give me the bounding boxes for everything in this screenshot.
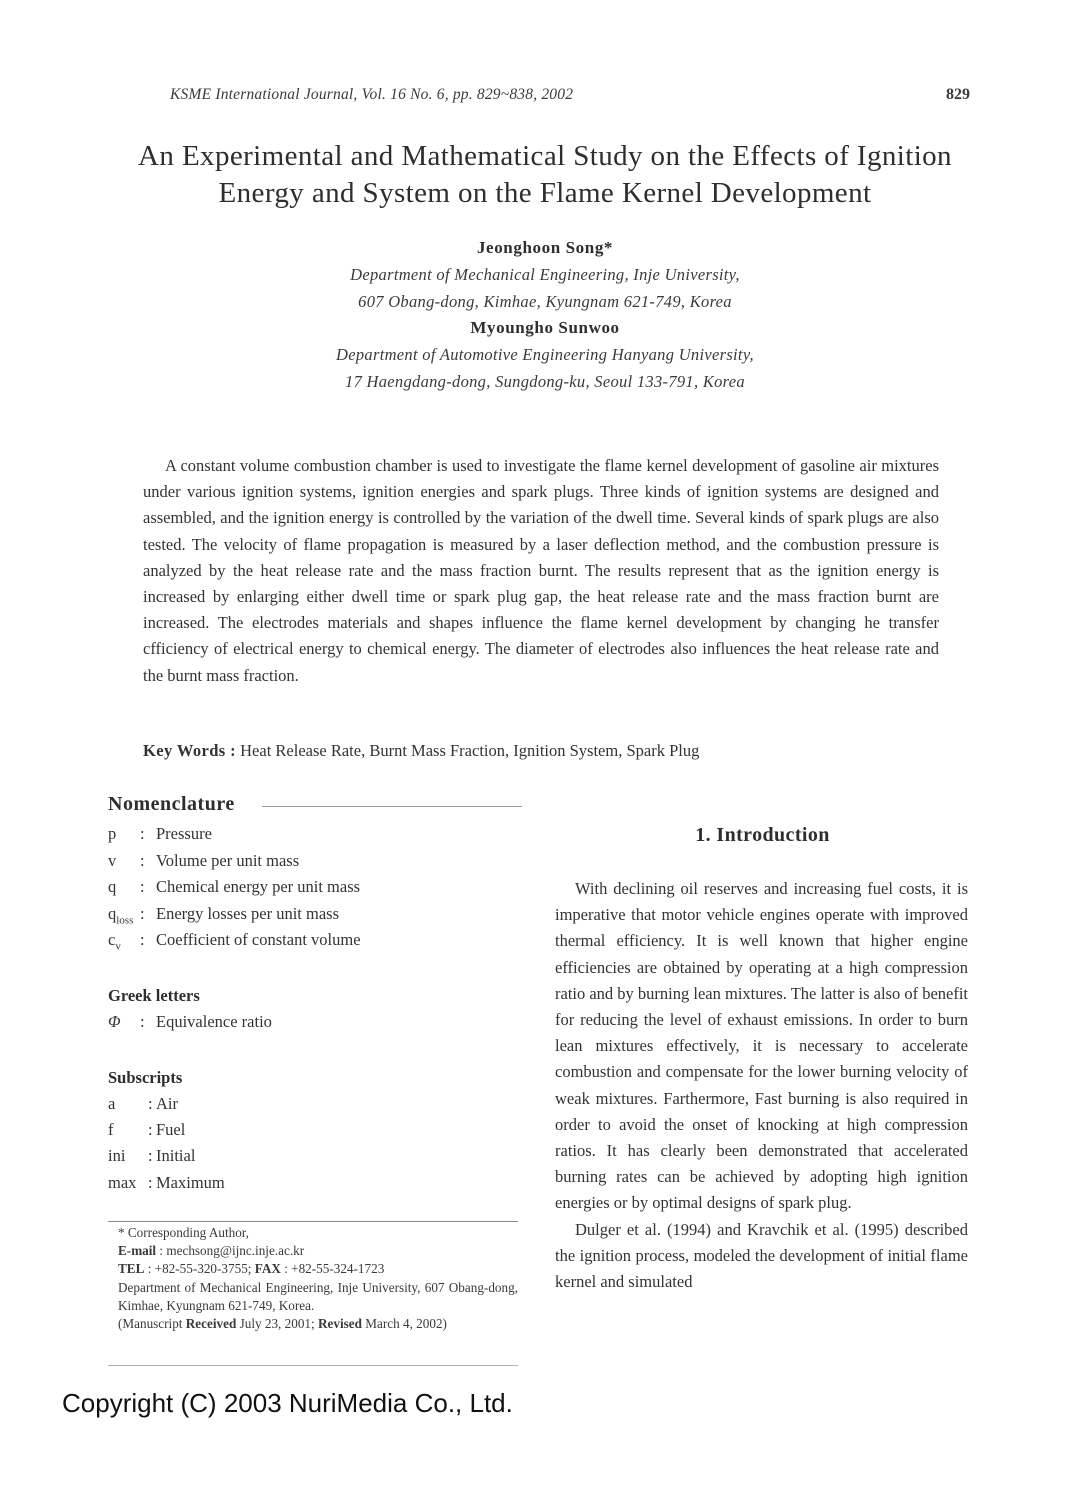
nomenclature-item: a : Air xyxy=(108,1094,178,1120)
nomenclature-desc: Pressure xyxy=(156,824,212,843)
nomenclature-item: q : Chemical energy per unit mass xyxy=(108,877,360,903)
nomenclature-item: max : Maximum xyxy=(108,1173,225,1199)
nomenclature-desc: Maximum xyxy=(156,1173,225,1192)
nomenclature-symbol: f xyxy=(108,1120,114,1139)
nomenclature-symbol: Φ xyxy=(108,1012,121,1031)
nomenclature-symbol: $q_{loss}$ xyxy=(108,904,134,927)
nomenclature-desc: Coefficient of constant volume xyxy=(156,930,361,949)
nomenclature-desc: Chemical energy per unit mass xyxy=(156,877,361,896)
author-affiliation-2-line-1: Department of Automotive Engineering Hanyang University, xyxy=(336,345,754,364)
introduction-heading: 1. Introduction xyxy=(695,824,830,846)
author-affiliation-1-line-2: 607 Obang-dong, Kimhae, Kyungnam 621-749, Korea xyxy=(358,292,732,311)
running-header: KSME International Journal, Vol. 16 No. 6, pp. 829~838, 2002 xyxy=(170,86,574,103)
footnote-corresponding: * Corresponding Author, xyxy=(118,1225,249,1240)
corresponding-author-footnote xyxy=(118,1224,518,1333)
subscripts-heading: Subscripts xyxy=(108,1068,183,1087)
footnote-email: E-mail : mechsong@ijnc.inje.ac.kr xyxy=(118,1243,305,1259)
nomenclature-item: $q_{loss}$ : Energy losses per unit mass xyxy=(108,904,339,930)
title-line-2: Energy and System on the Flame Kernel Development xyxy=(218,177,872,209)
footnote-manuscript-dates: (Manuscript Received July 23, 2001; Revised March 4, 2002) xyxy=(118,1316,447,1332)
nomenclature-item: p : Pressure xyxy=(108,824,212,850)
page-number: 829 xyxy=(946,86,970,103)
nomenclature-desc: Equivalence ratio xyxy=(156,1012,272,1031)
title-line-1: An Experimental and Mathematical Study on the Effects of Ignition xyxy=(138,140,952,172)
nomenclature-symbol: p xyxy=(108,824,117,843)
introduction-body xyxy=(555,876,968,1295)
nomenclature-desc: Energy losses per unit mass xyxy=(156,904,340,923)
keywords xyxy=(143,741,699,761)
nomenclature-symbol: max xyxy=(108,1173,137,1192)
paper-title xyxy=(80,138,1010,212)
nomenclature-symbol: q xyxy=(108,877,117,896)
footnote-bottom-rule xyxy=(108,1365,518,1366)
nomenclature-item: $c_v$ : Coefficient of constant volume xyxy=(108,930,361,956)
nomenclature-symbol: $c_v$ xyxy=(108,930,121,953)
author-name-2: Myoungho Sunwoo xyxy=(470,318,620,337)
nomenclature-item: v : Volume per unit mass xyxy=(108,851,299,877)
nomenclature-desc: Air xyxy=(156,1094,178,1113)
abstract-text: A constant volume combustion chamber is used to investigate the flame kernel development of gasoline air mixtures under various ignition systems, ignition energies and spark plugs. Three kinds of ignition systems are designed and assembled, and the ignition energy is controlled by the variation of the dwell time. Several kinds of spark plugs are also tested. The velocity of flame propagation is measured by a laser deflection method, and the combustion pressure is analyzed by the heat release rate and the mass fraction burnt. The results represent that as the ignition energy is increased by enlarging either dwell time or spark plug gap, the heat release rate and the mass fraction burnt are increased. The electrodes materials and shapes influence the flame kernel development by changing he transfer cfficiency of electrical energy to chemical energy. The diameter of electrodes also influences the heat release rate and the burnt mass fraction. xyxy=(143,456,939,685)
keywords-text: Heat Release Rate, Burnt Mass Fraction, Ignition System, Spark Plug xyxy=(240,741,700,760)
nomenclature-desc: Fuel xyxy=(156,1120,186,1139)
nomenclature-desc: Volume per unit mass xyxy=(156,851,300,870)
footnote-address: Department of Mechanical Engineering, Inje University, 607 Obang-dong, Kimhae, Kyungnam 621-749, Korea. xyxy=(118,1279,518,1313)
nomenclature-item: f : Fuel xyxy=(108,1120,185,1146)
copyright-notice: Copyright (C) 2003 NuriMedia Co., Ltd. xyxy=(62,1388,513,1418)
nomenclature-desc: Initial xyxy=(156,1146,196,1165)
author-affiliation-2-line-2: 17 Haengdang-dong, Sungdong-ku, Seoul 133-791, Korea xyxy=(345,372,745,391)
nomenclature-rule xyxy=(262,806,522,807)
nomenclature-item: ini : Initial xyxy=(108,1146,195,1172)
nomenclature-symbol: a xyxy=(108,1094,116,1113)
author-name-1: Jeonghoon Song* xyxy=(476,238,614,257)
introduction-paragraph-2: Dulger et al. (1994) and Kravchik et al. (1995) described the ignition process, modeled the development of initial flame kernel and simulated xyxy=(555,1219,968,1292)
footnote-phone: TEL : +82-55-320-3755; FAX : +82-55-324-1723 xyxy=(118,1261,385,1277)
footnote-rule xyxy=(108,1221,518,1222)
nomenclature-symbol: ini xyxy=(108,1146,126,1165)
greek-letters-heading: Greek letters xyxy=(108,986,200,1005)
nomenclature-heading: Nomenclature xyxy=(108,793,235,815)
abstract xyxy=(143,453,939,689)
introduction-paragraph-1: With declining oil reserves and increasing fuel costs, it is imperative that motor vehicle engines operate with improved thermal efficiency. It is well known that higher engine efficiencies are obtained by operating at a high compression ratio and by burning lean mixtures. The latter is also of benefit for reducing the level of exhaust emissions. In order to burn lean mixtures effectively, it is necessary to accelerate combustion and compensate for the lower burning velocity of weak mixtures. Farthermore, Fast burning is also required in order to avoid the onset of knocking at high compression ratios. It has clearly been demonstrated that accelerated burning rates can be achieved by adopting high ignition energies or by optimal designs of spark plug. xyxy=(555,879,968,1213)
author-affiliation-1-line-1: Department of Mechanical Engineering, Inje University, xyxy=(350,265,740,284)
nomenclature-item: Φ : Equivalence ratio xyxy=(108,1012,272,1038)
nomenclature-symbol: v xyxy=(108,851,117,870)
keywords-label: Key Words : xyxy=(143,741,237,760)
